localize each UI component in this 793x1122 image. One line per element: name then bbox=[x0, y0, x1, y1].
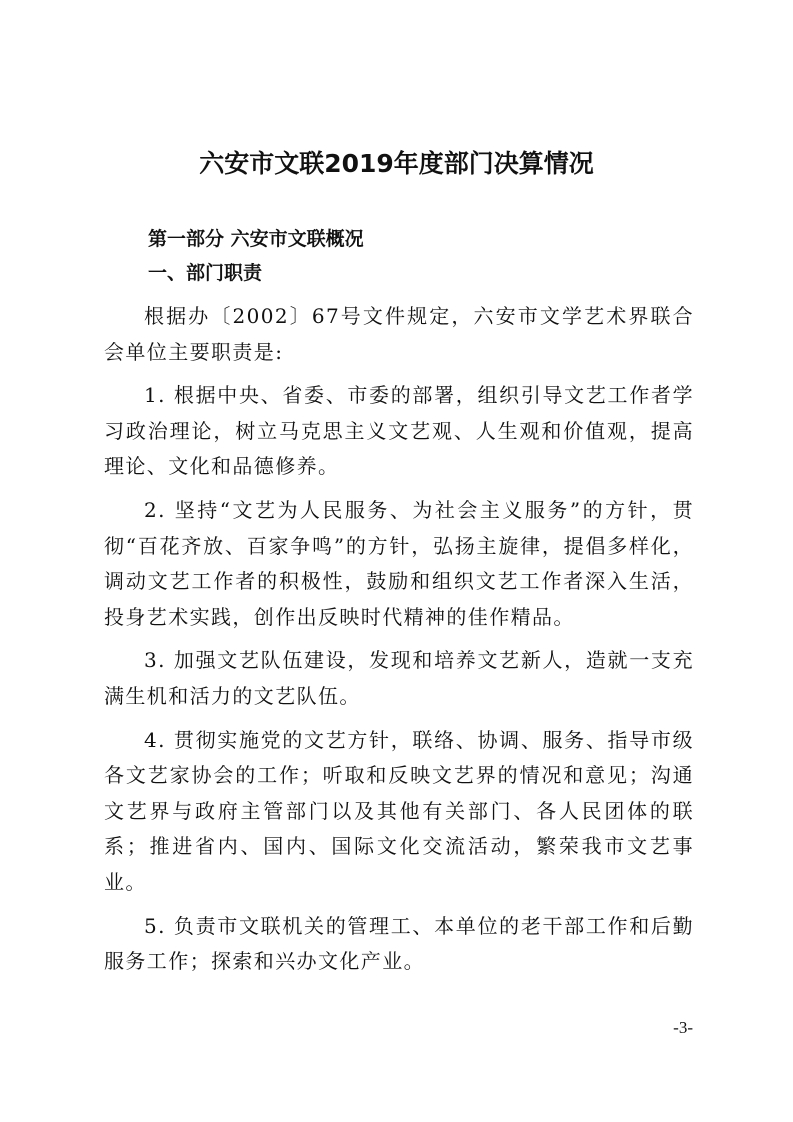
paragraph-duty-1: 1. 根据中央、省委、市委的部署，组织引导文艺工作者学习政治理论，树立马克思主义文艺观、人生观和价值观，提高理论、文化和品德修养。 bbox=[104, 383, 694, 479]
section-heading: 一、部门职责 bbox=[148, 262, 263, 284]
paragraph-duty-3: 3. 加强文艺队伍建设，发现和培养文艺新人，造就一支充满生机和活力的文艺队伍。 bbox=[104, 648, 694, 708]
document-body bbox=[104, 299, 694, 988]
document-title: 六安市文联2019年度部门决算情况 bbox=[199, 149, 594, 178]
page-number: -3- bbox=[673, 1018, 693, 1037]
part-heading: 第一部分 六安市文联概况 bbox=[148, 228, 364, 250]
paragraph-intro: 根据办〔2002〕67号文件规定，六安市文学艺术界联合会单位主要职责是: bbox=[104, 304, 694, 364]
paragraph-duty-4: 4. 贯彻实施党的文艺方针，联络、协调、服务、指导市级各文艺家协会的工作；听取和反映文艺界的情况和意见；沟通文艺界与政府主管部门以及其他有关部门、各人民团体的联系；推进省内、国内、国际文化交流活动，繁荣我市文艺事业。 bbox=[104, 727, 694, 894]
paragraph-duty-5: 5. 负责市文联机关的管理工、本单位的老干部工作和后勤服务工作；探索和兴办文化产业。 bbox=[104, 913, 694, 974]
paragraph-duty-2: 2. 坚持“文艺为人民服务、为社会主义服务”的方针，贯彻“百花齐放、百家争鸣”的方针，弘扬主旋律，提倡多样化，调动文艺工作者的积极性，鼓励和组织文艺工作者深入生活，投身艺术实践，创作出反映时代精神的佳作精品。 bbox=[104, 497, 694, 629]
